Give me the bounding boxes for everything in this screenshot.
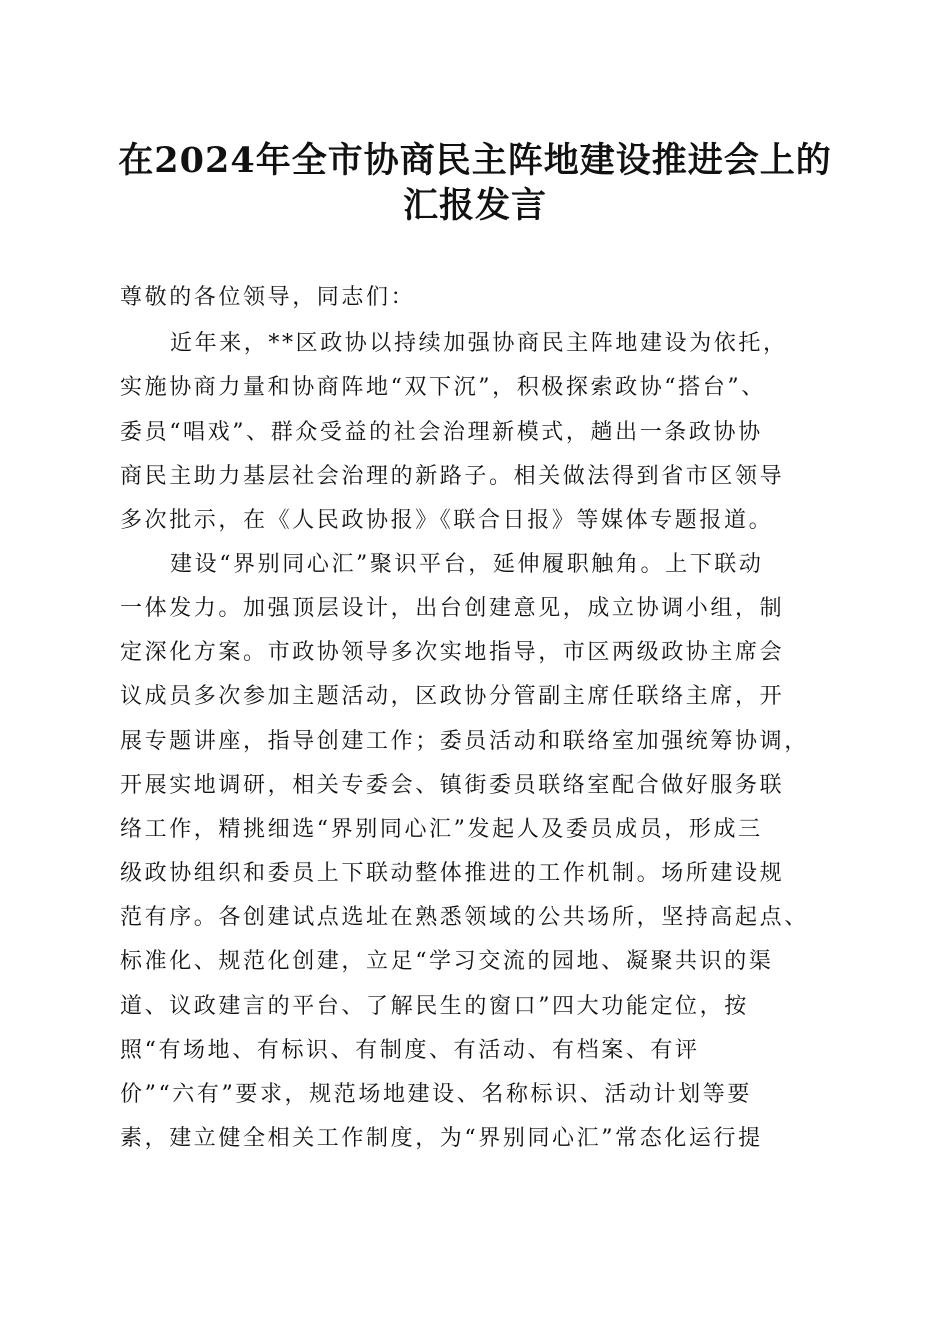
paragraph-line: 多次批示，在《人民政协报》《联合日报》等媒体专题报道。 (120, 508, 774, 533)
paragraph-line: 议成员多次参加主题活动，区政协分管副主席任联络主席，开 (120, 684, 785, 709)
paragraph-line: 定深化方案。市政协领导多次实地指导，市区两级政协主席会 (120, 640, 785, 665)
paragraph-line: 道、议政建言的平台、了解民生的窗口”四大功能定位，按 (120, 994, 749, 1019)
paragraph-line: 价”“六有”要求，规范场地建设、名称标识、活动计划等要 (120, 1082, 752, 1107)
paragraph-line: 络工作，精挑细选“界别同心汇”发起人及委员成员，形成三 (120, 817, 763, 842)
paragraph-line: 开展实地调研，相关专委会、镇街委员联络室配合做好服务联 (120, 773, 785, 798)
paragraph-line: 商民主助力基层社会治理的新路子。相关做法得到省市区领导 (120, 464, 785, 489)
paragraph-line: 范有序。各创建试点选址在熟悉领域的公共场所，坚持高起点、 (120, 905, 809, 930)
document-title-line-1: 在2024年全市协商民主阵地建设推进会上的 (118, 140, 832, 181)
salutation: 尊敬的各位领导，同志们： (120, 285, 416, 310)
paragraph-line: 照“有场地、有标识、有制度、有活动、有档案、有评 (120, 1038, 700, 1063)
paragraph-line: 实施协商力量和协商阵地“双下沉”，积极探索政协“搭台”、 (120, 375, 766, 400)
paragraph-line: 一体发力。加强顶层设计，出台创建意见，成立协调小组，制 (120, 596, 785, 621)
paragraph-line: 近年来，**区政协以持续加强协商民主阵地建设为依托， (170, 331, 788, 356)
paragraph-line: 委员“唱戏”、群众受益的社会治理新模式，趟出一条政协协 (120, 420, 763, 445)
paragraph-line: 素，建立健全相关工作制度，为“界别同心汇”常态化运行提 (120, 1126, 763, 1151)
document-title-line-2: 汇报发言 (402, 185, 547, 226)
paragraph-line: 级政协组织和委员上下联动整体推进的工作机制。场所建设规 (120, 861, 785, 886)
paragraph-line: 建设“界别同心汇”聚识平台，延伸履职触角。上下联动 (170, 552, 764, 577)
paragraph-line: 展专题讲座，指导创建工作；委员活动和联络室加强统筹协调， (120, 729, 809, 754)
paragraph-line: 标准化、规范化创建，立足“学习交流的园地、凝聚共识的渠 (120, 949, 774, 974)
